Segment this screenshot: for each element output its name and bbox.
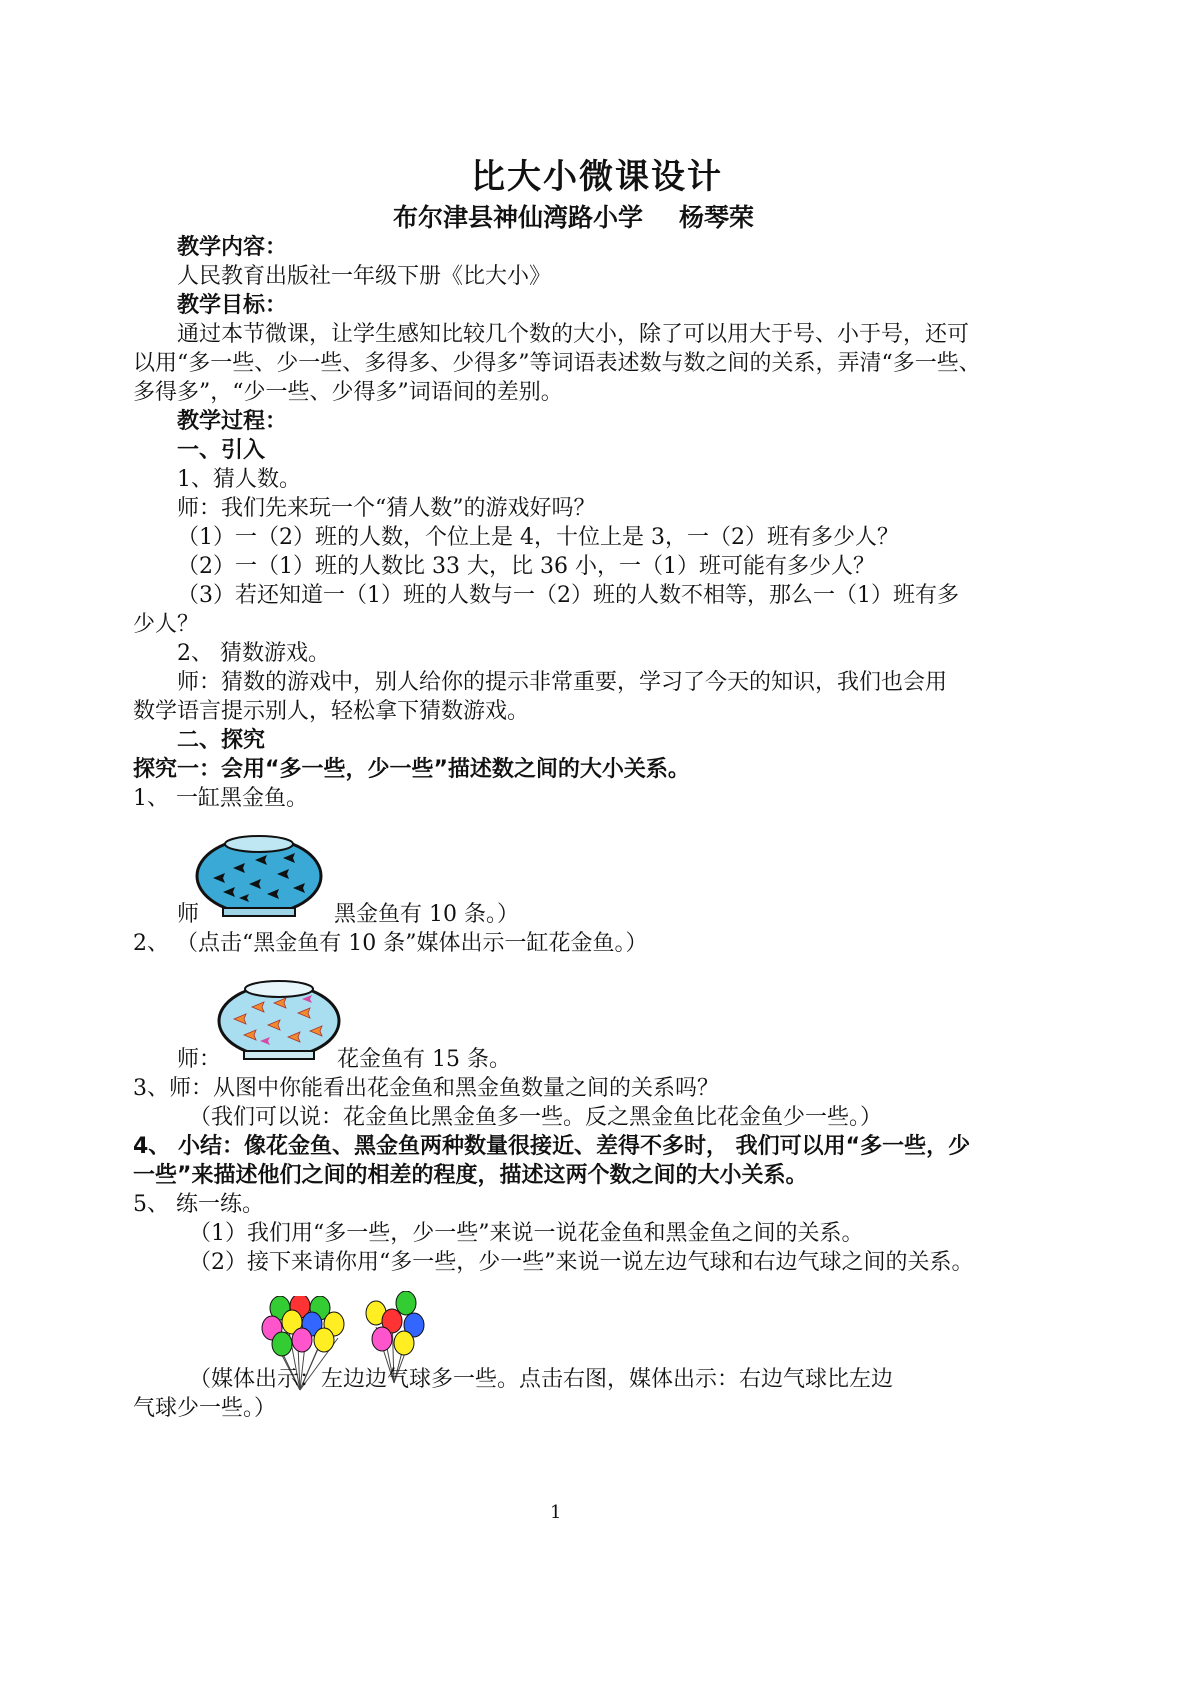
goal-line-3: 多得多”，“少一些、少得多”词语间的差别。 xyxy=(133,380,563,405)
content-heading: 教学内容： xyxy=(177,235,288,260)
summary-line-2: 一些”来描述他们之间的相差的程度，描述这两个数之间的大小关系。 xyxy=(133,1163,808,1188)
item-1-teacher-suffix: 黑金鱼有 10 条。） xyxy=(334,902,519,927)
question-3-line-1: （3）若还知道一（1）班的人数与一（2）班的人数不相等，那么一（1）班有多 xyxy=(177,583,959,608)
page-number: 1 xyxy=(550,1502,562,1523)
author-line xyxy=(393,201,754,235)
process-heading: 教学过程： xyxy=(177,409,288,434)
colorful-goldfish-bowl-image xyxy=(216,975,342,1065)
summary-line-1: 4、 小结：像花金鱼、黑金鱼两种数量很接近、差得不多时， 我们可以用“多一些，少 xyxy=(133,1134,971,1159)
item-2: 2、 （点击“黑金鱼有 10 条”媒体出示一缸花金鱼。） xyxy=(133,931,648,956)
content-text: 人民教育出版社一年级下册《比大小》 xyxy=(177,264,552,289)
item-2-teacher-suffix: 花金鱼有 15 条。 xyxy=(337,1047,511,1072)
guess-people-title: 1、猜人数。 xyxy=(177,467,301,492)
question-1: （1）一（2）班的人数，个位上是 4，十位上是 3，一（2）班有多少人？ xyxy=(177,525,899,550)
guess-number-title: 2、 猜数游戏。 xyxy=(177,641,330,666)
media-rest: 边气球多一些。点击右图，媒体出示：右边气球比左边 xyxy=(365,1367,894,1392)
author-name: 杨琴荣 xyxy=(679,203,755,232)
item-1-teacher-prefix: 师 xyxy=(177,902,200,927)
question-2: （2）一（1）班的人数比 33 大，比 36 小，一（1）班可能有多少人？ xyxy=(177,554,875,579)
item-3-answer: （我们可以说：花金鱼比黑金鱼多一些。反之黑金鱼比花金鱼少一些。） xyxy=(189,1105,883,1130)
goal-line-2: 以用“多一些、少一些、多得多、少得多”等词语表述数与数之间的关系，弄清“多一些、 xyxy=(133,351,981,376)
page-title: 比大小微课设计 xyxy=(471,157,723,197)
part1-heading: 一、引入 xyxy=(177,438,266,463)
media-prefix: （媒体出示：左边 xyxy=(189,1367,366,1392)
media-line-2: 气球少一些。） xyxy=(133,1396,277,1421)
teacher-intro: 师：我们先来玩一个“猜人数”的游戏好吗？ xyxy=(177,496,596,521)
practice-1: （1）我们用“多一些，少一些”来说一说花金鱼和黑金鱼之间的关系。 xyxy=(189,1221,864,1246)
item-1: 1、 一缸黑金鱼。 xyxy=(133,786,308,811)
item-2-teacher-prefix: 师： xyxy=(177,1047,222,1072)
item-3: 3、师：从图中你能看出花金鱼和黑金鱼数量之间的关系吗？ xyxy=(133,1076,719,1101)
item-5: 5、 练一练。 xyxy=(133,1192,264,1217)
teacher-game-line-1: 师：猜数的游戏中，别人给你的提示非常重要，学习了今天的知识，我们也会用 xyxy=(177,670,948,695)
goal-line-1: 通过本节微课，让学生感知比较几个数的大小，除了可以用大于号、小于号，还可 xyxy=(177,322,970,347)
practice-2: （2）接下来请你用“多一些，少一些”来说一说左边气球和右边气球之间的关系。 xyxy=(189,1250,974,1275)
explore1-heading: 探究一：会用“多一些，少一些”描述数之间的大小关系。 xyxy=(133,757,690,782)
teacher-game-line-2: 数学语言提示别人，轻松拿下猜数游戏。 xyxy=(133,699,530,724)
black-goldfish-bowl-image xyxy=(193,828,325,920)
media-line-1 xyxy=(189,1365,893,1395)
author-school: 布尔津县神仙湾路小学 xyxy=(393,203,644,232)
question-3-line-2: 少人？ xyxy=(133,612,200,637)
part2-heading: 二、探究 xyxy=(177,728,266,753)
goal-heading: 教学目标： xyxy=(177,293,288,318)
